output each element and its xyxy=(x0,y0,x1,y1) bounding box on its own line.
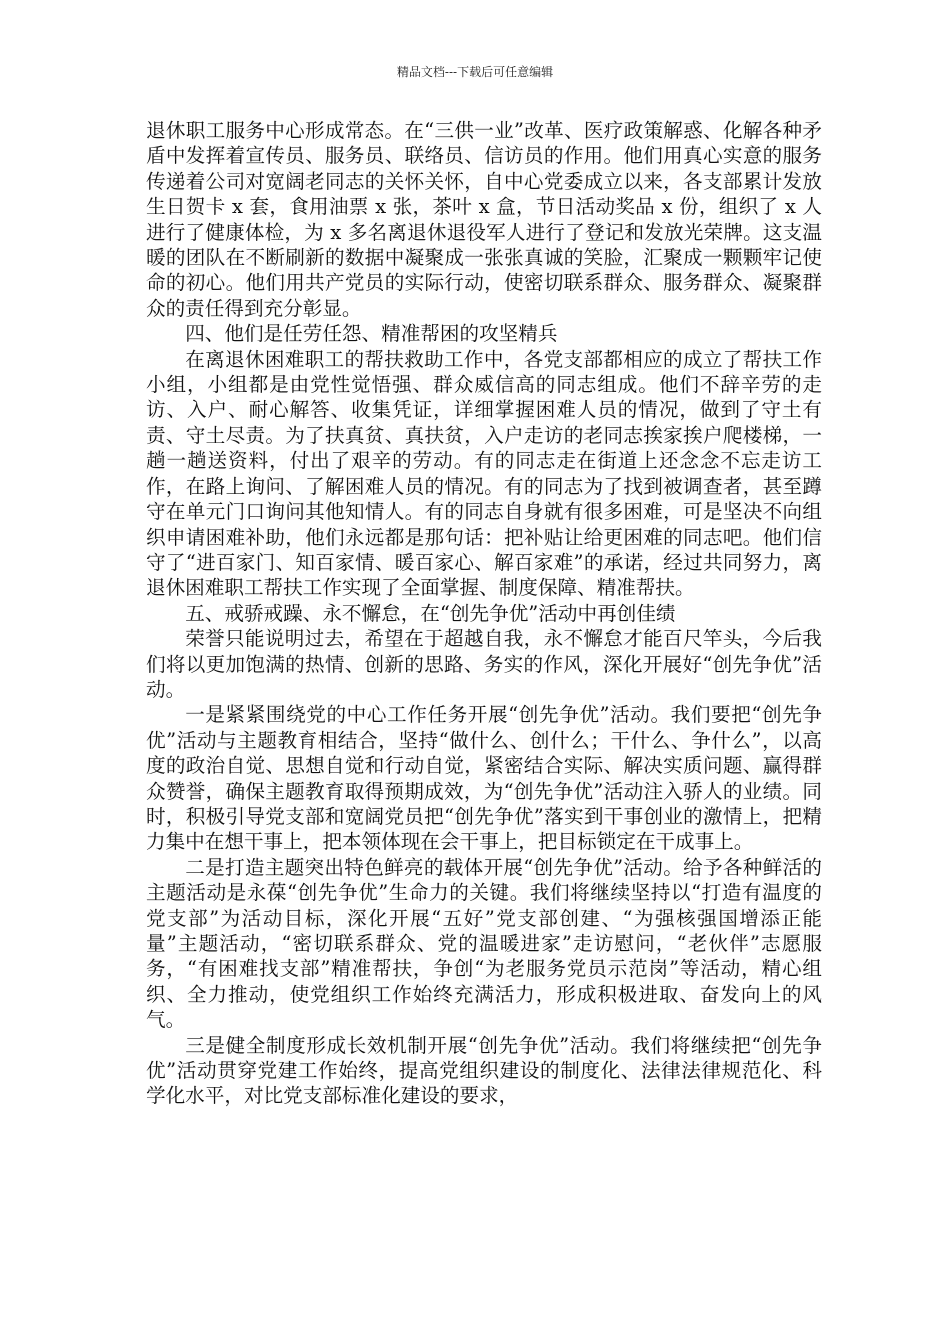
page-header: 精品文档---下载后可任意编辑 xyxy=(396,65,554,79)
document-body xyxy=(146,118,822,1109)
paragraph-continuation: 退休职工服务中心形成常态。在“三供一业”改革、医疗政策解惑、化解各种矛盾中发挥着宣传员、服务员、联络员、信访员的作用。他们用真心实意的服务传递着公司对宽阔老同志的关怀关怀，自中心党委成立以来，各支部累计发放生日贺卡 x 套，食用油票 x 张，茶叶 x 盒，节日活动奖品 x 份，组织了 x 人进行了健康体检，为 x 多名离退休退役军人进行了登记和发放光荣牌。这支温暖的团队在不断刷新的数据中凝聚成一张张真诚的笑脸，汇聚成一颗颗牢记使命的初心。他们用共产党员的实际行动，使密切联系群众、服务群众、凝聚群众的责任得到充分彰显。 xyxy=(146,119,822,320)
section-heading-five: 五、戒骄戒躁、永不懈怠，在“创先争优”活动中再创佳绩 xyxy=(185,601,676,625)
paragraph-poverty-assistance: 在离退休困难职工的帮扶救助工作中，各党支部都相应的成立了帮扶工作小组，小组都是由党性觉悟强、群众威信高的同志组成。他们不辞辛劳的走访、入户、耐心解答、收集凭证，详细掌握困难人员的情况，做到了守土有责、守土尽责。为了扶真贫、真扶贫，入户走访的老同志挨家挨户爬楼梯，一趟一趟送资料，付出了艰辛的劳动。有的同志走在街道上还念念不忘走访工作，在路上询问、了解困难人员的情况。有的同志为了找到被调查者，甚至蹲守在单元门口询问其他知情人。有的同志自身就有很多困难，可是坚决不向组织申请困难补助，他们永远都是那句话：把补贴让给更困难的同志吧。他们信守了“进百家门、知百家情、暖百家心、解百家难”的承诺，经过共同努力，离退休困难职工帮扶工作实现了全面掌握、制度保障、精准帮扶。 xyxy=(146,347,822,600)
paragraph-point-one: 一是紧紧围绕党的中心工作任务开展“创先争优”活动。我们要把“创先争优”活动与主题教育相结合，坚持“做什么、创什么；干什么、争什么”，以高度的政治自觉、思想自觉和行动自觉，紧密结合实际、解决实质问题、赢得群众赞誉，确保主题教育取得预期成效，为“创先争优”活动注入骄人的业绩。同时，积极引导党支部和宽阔党员把“创先争优”落实到干事创业的激情上，把精力集中在想干事上，把本领体现在会干事上，把目标锁定在干成事上。 xyxy=(146,703,822,854)
paragraph-point-three: 三是健全制度形成长效机制开展“创先争优”活动。我们将继续把“创先争优”活动贯穿党建工作始终，提高党组织建设的制度化、法律法律规范化、科学化水平，对比党支部标准化建设的要求， xyxy=(146,1033,822,1108)
paragraph-point-two: 二是打造主题突出特色鲜亮的载体开展“创先争优”活动。给予各种鲜活的主题活动是永葆“创先争优”生命力的关键。我们将继续坚持以“打造有温度的党支部”为活动目标，深化开展“五好”党支部创建、“为强核强国增添正能量”主题活动，“密切联系群众、党的温暖进家”走访慰问，“老伙伴”志愿服务，“有困难找支部”精准帮扶，争创“为老服务党员示范岗”等活动，精心组织、全力推动，使党组织工作始终充满活力，形成积极进取、奋发向上的风气。 xyxy=(146,855,822,1032)
paragraph-honor: 荣誉只能说明过去，希望在于超越自我，永不懈怠才能百尺竿头，今后我们将以更加饱满的热情、创新的思路、务实的作风，深化开展好“创先争优”活动。 xyxy=(146,627,822,701)
section-heading-four: 四、他们是任劳任怨、精准帮困的攻坚精兵 xyxy=(185,322,558,346)
